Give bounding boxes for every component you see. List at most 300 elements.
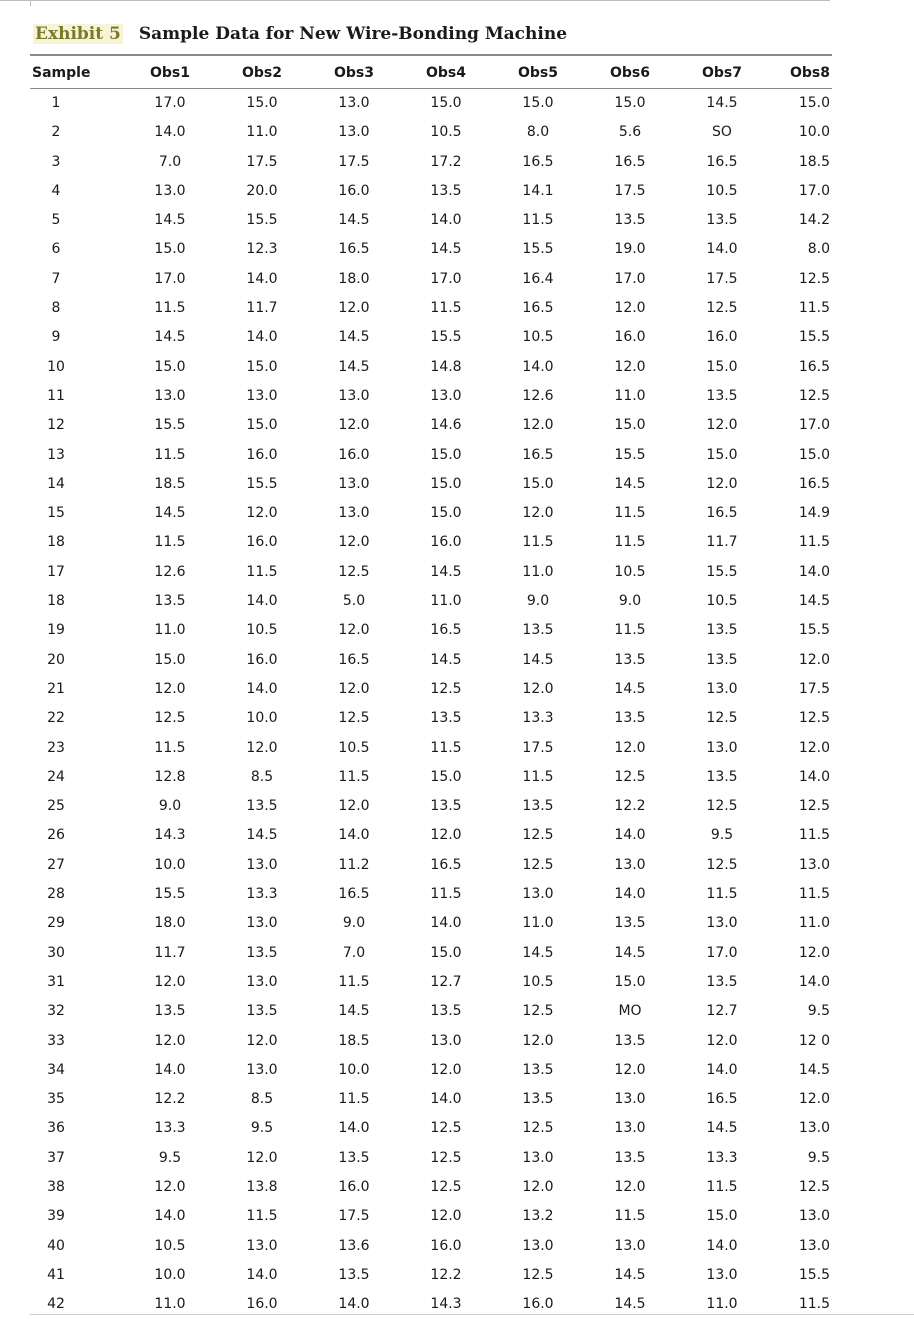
obs-cell: 11.5 xyxy=(614,622,646,639)
obs-cell: 13.0 xyxy=(706,915,738,932)
table-row xyxy=(30,1144,832,1173)
obs-cell: 18.0 xyxy=(154,915,186,932)
obs-cell: 14.5 xyxy=(430,563,462,580)
table-row xyxy=(30,558,832,587)
obs-cell: 13.0 xyxy=(338,124,370,141)
obs-cell: 12.3 xyxy=(246,241,278,258)
obs-cell: 11.5 xyxy=(430,886,462,903)
obs-cell: 16.0 xyxy=(246,651,278,668)
obs-cell: 17.5 xyxy=(706,270,738,287)
obs-cell: 13.0 xyxy=(798,1208,830,1225)
obs-cell: 12.0 xyxy=(522,1178,554,1195)
header-obs3: Obs3 xyxy=(334,65,374,81)
obs-cell: 12.5 xyxy=(706,856,738,873)
obs-cell: 13.5 xyxy=(154,1003,186,1020)
obs-cell: 11.5 xyxy=(154,739,186,756)
obs-cell: 13.5 xyxy=(706,622,738,639)
obs-cell: 16.5 xyxy=(706,505,738,522)
obs-cell: 12.5 xyxy=(798,798,830,815)
obs-cell: 16.5 xyxy=(522,153,554,170)
sample-cell: 32 xyxy=(47,1003,65,1020)
exhibit-number: Exhibit 5 xyxy=(35,24,121,44)
obs-cell: 13.5 xyxy=(522,1061,554,1078)
sample-cell: 18 xyxy=(47,593,65,610)
obs-cell: 13.0 xyxy=(522,886,554,903)
obs-cell: 13.0 xyxy=(154,387,186,404)
table-row xyxy=(30,1261,832,1290)
obs-cell: 13.0 xyxy=(522,1237,554,1254)
obs-cell: 13.5 xyxy=(614,1032,646,1049)
sample-cell: 25 xyxy=(47,798,65,815)
obs-cell: 7.0 xyxy=(158,153,182,170)
obs-cell: 16.5 xyxy=(522,300,554,317)
sample-cell: 13 xyxy=(47,446,65,463)
obs-cell: 13.3 xyxy=(706,1149,738,1166)
obs-cell: 15.0 xyxy=(154,241,186,258)
obs-cell: 14.0 xyxy=(338,827,370,844)
obs-cell: 15.0 xyxy=(798,446,830,463)
obs-cell: 12.0 xyxy=(246,505,278,522)
obs-cell: 9.0 xyxy=(526,593,550,610)
obs-cell: 10.5 xyxy=(614,563,646,580)
sample-cell: 2 xyxy=(51,124,61,141)
sample-cell: 24 xyxy=(47,768,65,785)
obs-cell: SO xyxy=(712,124,732,141)
obs-cell: 13.5 xyxy=(338,1266,370,1283)
obs-cell: 16.0 xyxy=(430,534,462,551)
table-row xyxy=(30,1056,832,1085)
obs-cell: 13.0 xyxy=(246,1061,278,1078)
obs-cell: 10.5 xyxy=(706,593,738,610)
obs-cell: 16.5 xyxy=(522,446,554,463)
obs-cell: 17.0 xyxy=(706,944,738,961)
obs-cell: 13.0 xyxy=(706,739,738,756)
obs-cell: 12.5 xyxy=(522,1266,554,1283)
obs-cell: 15.5 xyxy=(154,886,186,903)
table-row xyxy=(30,1027,832,1056)
obs-cell: 8.0 xyxy=(807,241,830,258)
obs-cell: 14.8 xyxy=(430,358,462,375)
obs-cell: 13.0 xyxy=(798,1237,830,1254)
table-row xyxy=(30,265,832,294)
obs-cell: 9.5 xyxy=(710,827,734,844)
obs-cell: 11.5 xyxy=(338,1091,370,1108)
obs-cell: 12.0 xyxy=(798,651,830,668)
obs-cell: 12.6 xyxy=(154,563,186,580)
obs-cell: 11.5 xyxy=(154,300,186,317)
obs-cell: 20.0 xyxy=(246,182,278,199)
table-row xyxy=(30,294,832,323)
obs-cell: 13.0 xyxy=(614,856,646,873)
obs-cell: 5.0 xyxy=(342,593,366,610)
table-row xyxy=(30,1085,832,1114)
obs-cell: 15.5 xyxy=(522,241,554,258)
obs-cell: 17.0 xyxy=(798,417,830,434)
obs-cell: 17.5 xyxy=(246,153,278,170)
obs-cell: 13.0 xyxy=(798,1120,830,1137)
obs-cell: 13.5 xyxy=(614,212,646,229)
obs-cell: 15.0 xyxy=(798,95,830,111)
table-row xyxy=(30,939,832,968)
obs-cell: 11.5 xyxy=(338,973,370,990)
obs-cell: 14.0 xyxy=(706,1237,738,1254)
obs-cell: 12.0 xyxy=(338,300,370,317)
sample-cell: 15 xyxy=(47,505,65,522)
sample-cell: 5 xyxy=(51,212,61,229)
sample-cell: 30 xyxy=(47,944,65,961)
obs-cell: 15.0 xyxy=(430,505,462,522)
obs-cell: 13.5 xyxy=(522,1091,554,1108)
obs-cell: 11.5 xyxy=(154,534,186,551)
obs-cell: 11.5 xyxy=(706,886,738,903)
obs-cell: 13.0 xyxy=(338,505,370,522)
obs-cell: 8.5 xyxy=(250,1091,274,1108)
header-obs7: Obs7 xyxy=(702,65,742,81)
obs-cell: 14.5 xyxy=(522,651,554,668)
obs-cell: 12.5 xyxy=(522,1003,554,1020)
obs-cell: 13.0 xyxy=(154,182,186,199)
sample-cell: 36 xyxy=(47,1120,65,1137)
obs-cell: 14.5 xyxy=(338,1003,370,1020)
table-row xyxy=(30,235,832,264)
obs-cell: 13.0 xyxy=(430,1032,462,1049)
obs-cell: 12.0 xyxy=(246,739,278,756)
obs-cell: 14.5 xyxy=(154,329,186,346)
obs-cell: 13.5 xyxy=(522,622,554,639)
obs-cell: 16.5 xyxy=(706,1091,738,1108)
table-row xyxy=(30,880,832,909)
table-row xyxy=(30,704,832,733)
obs-cell: 15.0 xyxy=(430,446,462,463)
sample-cell: 6 xyxy=(51,241,61,258)
obs-cell: 14.3 xyxy=(154,827,186,844)
obs-cell: 12.5 xyxy=(798,710,830,727)
table-row xyxy=(30,1232,832,1261)
obs-cell: 15.0 xyxy=(522,475,554,492)
table-row xyxy=(30,353,832,382)
obs-cell: 12.5 xyxy=(430,1178,462,1195)
obs-cell: 14.5 xyxy=(338,329,370,346)
obs-cell: 12.5 xyxy=(522,1120,554,1137)
obs-cell: 17.2 xyxy=(430,153,462,170)
sample-cell: 27 xyxy=(47,856,65,873)
obs-cell: 13.5 xyxy=(706,387,738,404)
obs-cell: 13.5 xyxy=(614,710,646,727)
obs-cell: 12.0 xyxy=(338,417,370,434)
obs-cell: 14.5 xyxy=(614,944,646,961)
obs-cell: 17.0 xyxy=(614,270,646,287)
obs-cell: 12.0 xyxy=(706,1032,738,1049)
sample-cell: 1 xyxy=(51,95,61,111)
obs-cell: 11.7 xyxy=(154,944,186,961)
obs-cell: 10.5 xyxy=(706,182,738,199)
obs-cell: 9.5 xyxy=(250,1120,274,1137)
obs-cell: 11.0 xyxy=(246,124,278,141)
sample-cell: 22 xyxy=(47,710,65,727)
obs-cell: 10.5 xyxy=(522,973,554,990)
obs-cell: 10.5 xyxy=(246,622,278,639)
sample-cell: 26 xyxy=(47,827,65,844)
obs-cell: 14.5 xyxy=(338,212,370,229)
obs-cell: 11.5 xyxy=(154,446,186,463)
obs-cell: 12.0 xyxy=(614,739,646,756)
obs-cell: 13.0 xyxy=(522,1149,554,1166)
exhibit-title xyxy=(33,24,567,44)
obs-cell: 12.0 xyxy=(246,1032,278,1049)
obs-cell: 11.5 xyxy=(798,886,830,903)
obs-cell: 14.0 xyxy=(706,1061,738,1078)
table-row xyxy=(30,763,832,792)
sample-cell: 41 xyxy=(47,1266,65,1283)
obs-cell: 13.5 xyxy=(338,1149,370,1166)
sample-cell: 33 xyxy=(47,1032,65,1049)
obs-cell: 12.0 xyxy=(246,1149,278,1166)
obs-cell: 13.5 xyxy=(246,1003,278,1020)
obs-cell: 15.5 xyxy=(798,622,830,639)
obs-cell: 16.5 xyxy=(338,651,370,668)
obs-cell: 12.0 xyxy=(798,739,830,756)
header-obs1: Obs1 xyxy=(150,65,190,81)
obs-cell: 13.0 xyxy=(338,475,370,492)
sample-cell: 29 xyxy=(47,915,65,932)
obs-cell: 15.0 xyxy=(246,358,278,375)
obs-cell: 12.2 xyxy=(430,1266,462,1283)
obs-cell: 16.0 xyxy=(246,446,278,463)
obs-cell: 15.5 xyxy=(246,475,278,492)
sample-cell: 4 xyxy=(51,182,61,199)
obs-cell: 11.5 xyxy=(614,1208,646,1225)
table-row xyxy=(30,1173,832,1202)
obs-cell: 11.5 xyxy=(798,534,830,551)
obs-cell: 10.0 xyxy=(798,124,830,141)
obs-cell: 7.0 xyxy=(342,944,366,961)
obs-cell: 14.5 xyxy=(614,475,646,492)
sample-cell: 28 xyxy=(47,886,65,903)
obs-cell: 14.0 xyxy=(154,1208,186,1225)
obs-cell: 16.0 xyxy=(338,182,370,199)
sample-cell: 3 xyxy=(51,153,61,170)
obs-cell: 15.0 xyxy=(246,95,278,111)
obs-cell: 12.0 xyxy=(614,300,646,317)
table-header xyxy=(30,56,832,89)
obs-cell: 14.5 xyxy=(522,944,554,961)
obs-cell: 13.0 xyxy=(614,1237,646,1254)
sample-cell: 19 xyxy=(47,622,65,639)
obs-cell: 13.5 xyxy=(430,798,462,815)
obs-cell: 15.0 xyxy=(614,417,646,434)
obs-cell: 19.0 xyxy=(614,241,646,258)
obs-cell: 14.0 xyxy=(614,827,646,844)
obs-cell: 12.0 xyxy=(430,1061,462,1078)
obs-cell: 16.0 xyxy=(706,329,738,346)
obs-cell: 14.5 xyxy=(798,1061,830,1078)
obs-cell: 13.0 xyxy=(614,1091,646,1108)
obs-cell: 13.5 xyxy=(246,798,278,815)
obs-cell: 14.3 xyxy=(430,1296,462,1313)
obs-cell: 11.5 xyxy=(798,1296,830,1313)
sample-cell: 10 xyxy=(47,358,65,375)
obs-cell: 12.0 xyxy=(798,1091,830,1108)
table-row xyxy=(30,909,832,938)
obs-cell: 9.0 xyxy=(158,798,182,815)
table-row xyxy=(30,528,832,557)
obs-cell: 11.0 xyxy=(522,563,554,580)
obs-cell: 12.0 xyxy=(338,680,370,697)
obs-cell: 15.0 xyxy=(706,446,738,463)
table-row xyxy=(30,323,832,352)
obs-cell: 13.0 xyxy=(430,387,462,404)
sample-cell: 17 xyxy=(47,563,65,580)
obs-cell: 12.7 xyxy=(430,973,462,990)
obs-cell: 12.5 xyxy=(430,1120,462,1137)
obs-cell: 10.5 xyxy=(154,1237,186,1254)
obs-cell: 16.5 xyxy=(338,241,370,258)
obs-cell: 13.5 xyxy=(522,798,554,815)
obs-cell: 14.5 xyxy=(798,593,830,610)
obs-cell: 15.5 xyxy=(798,329,830,346)
obs-cell: 14.5 xyxy=(706,95,738,111)
table-row xyxy=(30,1114,832,1143)
header-obs5: Obs5 xyxy=(518,65,558,81)
obs-cell: 16.5 xyxy=(338,886,370,903)
obs-cell: 12.0 xyxy=(154,1178,186,1195)
obs-cell: 13.0 xyxy=(706,680,738,697)
obs-cell: 12.0 xyxy=(706,475,738,492)
obs-cell: 10.0 xyxy=(154,856,186,873)
sample-cell: 12 xyxy=(47,417,65,434)
obs-cell: MO xyxy=(618,1003,642,1020)
sample-cell: 35 xyxy=(47,1091,65,1108)
obs-cell: 16.0 xyxy=(246,534,278,551)
obs-cell: 13.3 xyxy=(246,886,278,903)
sample-cell: 40 xyxy=(47,1237,65,1254)
obs-cell: 14.0 xyxy=(706,241,738,258)
obs-cell: 12.0 xyxy=(430,1208,462,1225)
obs-cell: 15.5 xyxy=(246,212,278,229)
obs-cell: 12.5 xyxy=(706,300,738,317)
obs-cell: 13.5 xyxy=(706,973,738,990)
obs-cell: 11.5 xyxy=(338,768,370,785)
sample-cell: 7 xyxy=(51,270,61,287)
obs-cell: 10.5 xyxy=(522,329,554,346)
obs-cell: 14.5 xyxy=(614,680,646,697)
obs-cell: 12.5 xyxy=(706,798,738,815)
obs-cell: 14.0 xyxy=(430,915,462,932)
top-tick xyxy=(30,0,31,6)
obs-cell: 11.5 xyxy=(522,212,554,229)
obs-cell: 14.2 xyxy=(798,212,830,229)
obs-cell: 17.5 xyxy=(522,739,554,756)
obs-cell: 15.0 xyxy=(430,475,462,492)
obs-cell: 11.0 xyxy=(154,1296,186,1313)
obs-cell: 14.0 xyxy=(246,680,278,697)
table-row xyxy=(30,646,832,675)
obs-cell: 11.5 xyxy=(614,505,646,522)
obs-cell: 14.0 xyxy=(246,329,278,346)
sample-cell: 11 xyxy=(47,387,65,404)
obs-cell: 17.5 xyxy=(338,1208,370,1225)
obs-cell: 14.0 xyxy=(798,973,830,990)
obs-cell: 15.0 xyxy=(154,358,186,375)
header-sample: Sample xyxy=(32,65,91,81)
sample-cell: 8 xyxy=(51,300,61,317)
obs-cell: 12.0 xyxy=(706,417,738,434)
obs-cell: 12.2 xyxy=(614,798,646,815)
obs-cell: 13.3 xyxy=(154,1120,186,1137)
obs-cell: 13.5 xyxy=(614,915,646,932)
obs-cell: 12.5 xyxy=(338,710,370,727)
obs-cell: 14.0 xyxy=(798,768,830,785)
obs-cell: 14.5 xyxy=(338,358,370,375)
obs-cell: 13.0 xyxy=(246,387,278,404)
obs-cell: 16.0 xyxy=(338,1178,370,1195)
obs-cell: 12.0 xyxy=(154,680,186,697)
obs-cell: 11.5 xyxy=(430,300,462,317)
obs-cell: 15.0 xyxy=(522,95,554,111)
sample-cell: 20 xyxy=(47,651,65,668)
obs-cell: 12.0 xyxy=(522,1032,554,1049)
obs-cell: 15.5 xyxy=(154,417,186,434)
sample-cell: 37 xyxy=(47,1149,65,1166)
obs-cell: 12.5 xyxy=(430,680,462,697)
obs-cell: 10.0 xyxy=(246,710,278,727)
obs-cell: 15.0 xyxy=(154,651,186,668)
obs-cell: 11.0 xyxy=(522,915,554,932)
obs-cell: 12.0 xyxy=(614,1178,646,1195)
obs-cell: 16.0 xyxy=(430,1237,462,1254)
obs-cell: 13.0 xyxy=(614,1120,646,1137)
obs-cell: 13.5 xyxy=(706,768,738,785)
obs-cell: 12.8 xyxy=(154,768,186,785)
table-row xyxy=(30,441,832,470)
obs-cell: 15.5 xyxy=(798,1266,830,1283)
obs-cell: 11.5 xyxy=(430,739,462,756)
obs-cell: 13.0 xyxy=(246,856,278,873)
obs-cell: 14.0 xyxy=(154,124,186,141)
obs-cell: 11.5 xyxy=(706,1178,738,1195)
obs-cell: 5.6 xyxy=(618,124,642,141)
obs-cell: 13.3 xyxy=(522,710,554,727)
sample-cell: 23 xyxy=(47,739,65,756)
obs-cell: 11.5 xyxy=(798,300,830,317)
obs-cell: 12.0 xyxy=(522,505,554,522)
obs-cell: 10.0 xyxy=(338,1061,370,1078)
obs-cell: 14.0 xyxy=(430,212,462,229)
obs-cell: 9.5 xyxy=(158,1149,182,1166)
obs-cell: 13.5 xyxy=(430,182,462,199)
obs-cell: 9.5 xyxy=(807,1149,830,1166)
table-row xyxy=(30,851,832,880)
obs-cell: 16.5 xyxy=(706,153,738,170)
obs-cell: 17.0 xyxy=(798,182,830,199)
table-row xyxy=(30,206,832,235)
obs-cell: 14.0 xyxy=(614,886,646,903)
sample-cell: 21 xyxy=(47,680,65,697)
obs-cell: 11.0 xyxy=(154,622,186,639)
table-row xyxy=(30,616,832,645)
obs-cell: 12.0 xyxy=(430,827,462,844)
bottom-rule xyxy=(30,1314,914,1315)
header-obs6: Obs6 xyxy=(610,65,650,81)
obs-cell: 13.0 xyxy=(338,387,370,404)
obs-cell: 17.0 xyxy=(154,95,186,111)
obs-cell: 13.8 xyxy=(246,1178,278,1195)
table-row xyxy=(30,118,832,147)
obs-cell: 12.5 xyxy=(522,827,554,844)
obs-cell: 12.5 xyxy=(522,856,554,873)
obs-cell: 10.5 xyxy=(338,739,370,756)
obs-cell: 13.6 xyxy=(338,1237,370,1254)
